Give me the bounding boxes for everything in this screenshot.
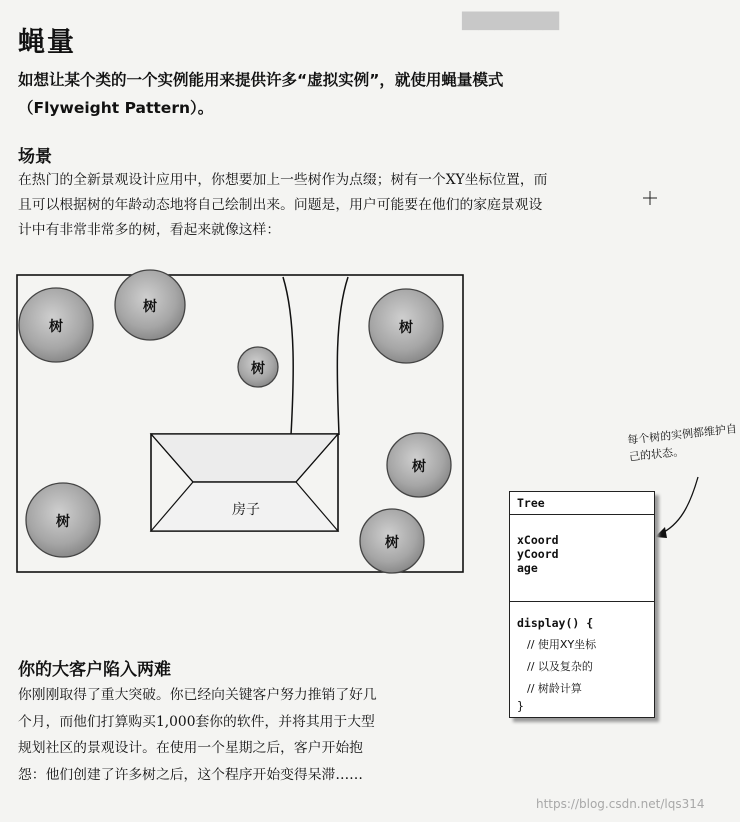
tree-label: 树 — [412, 459, 426, 475]
annotation-arrowhead — [655, 527, 667, 538]
uml-class-name: Tree — [510, 492, 654, 515]
scene-paragraph: 在热门的全新景观设计应用中，你想要加上一些树作为点缀；树有一个XY坐标位置，而且可以根据树的年龄动态地将自己绘制出来。问题是，用户可能要在他们的家庭景观设计中有非常非常多的树，看起来就像这样： — [18, 172, 548, 238]
uml-closing-brace: } — [517, 699, 524, 713]
uml-attribute: xCoord — [517, 533, 559, 547]
uml-method-signature: display() { — [517, 616, 594, 630]
watermark: https://blog.csdn.net/lqs314 — [536, 797, 705, 811]
handwritten-annotation: 每个树的实例都维护自己的状态。 — [626, 422, 738, 464]
house-label: 房子 — [232, 502, 260, 518]
crosshair-cursor — [643, 191, 657, 205]
tree-label: 树 — [385, 535, 399, 551]
tree-label: 树 — [56, 514, 70, 530]
intro-paragraph: 如想让某个类的一个实例能用来提供许多“虚拟实例”，就使用蝇量模式（Flyweight Pattern）。 — [18, 71, 504, 117]
tree-label: 树 — [251, 361, 265, 377]
road-left-edge — [283, 277, 293, 435]
tree-label: 树 — [399, 320, 413, 336]
tree-label: 树 — [143, 299, 157, 315]
bleed-through-heading: ▆▆▆▆▆▆ — [462, 6, 559, 30]
road-right-edge — [337, 277, 348, 435]
page-title: 蝇量 — [18, 27, 76, 58]
uml-comment: // 使用XY坐标 — [527, 638, 597, 651]
uml-methods — [510, 602, 654, 722]
uml-attribute: age — [517, 561, 538, 575]
tree-class-uml — [509, 491, 655, 718]
scene-heading: 场景 — [18, 147, 52, 167]
uml-attributes — [510, 515, 654, 602]
uml-attribute: yCoord — [517, 547, 559, 561]
dilemma-heading: 你的大客户陷入两难 — [18, 660, 171, 680]
tree-label: 树 — [49, 319, 63, 335]
annotation-arrow — [660, 477, 698, 534]
uml-comment: // 树龄计算 — [527, 682, 582, 695]
uml-comment: // 以及复杂的 — [527, 660, 593, 673]
dilemma-paragraph: 你刚刚取得了重大突破。你已经向关键客户努力推销了好几个月，而他们打算购买1,000套你的软件，并将其用于大型规划社区的景观设计。在使用一个星期之后，客户开始抱怨：他们创建了许多树之后，这个程序开始变得呆滞…… — [18, 687, 377, 783]
